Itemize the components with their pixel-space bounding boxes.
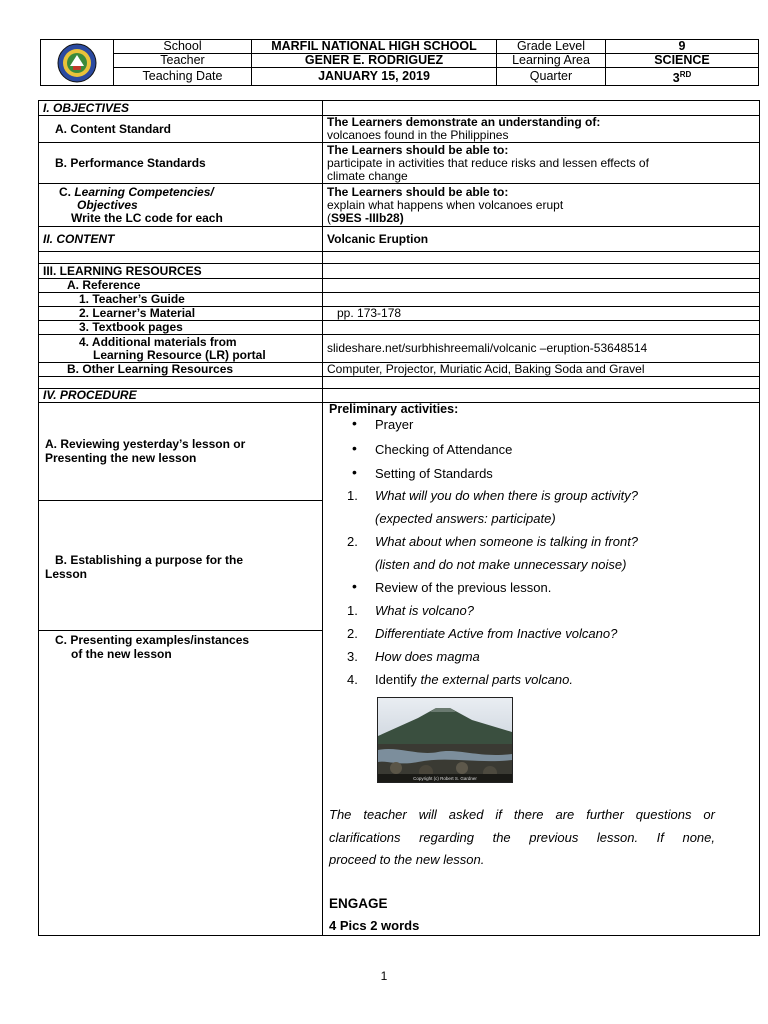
row-divider xyxy=(39,630,322,631)
competencies-line2: Objectives xyxy=(77,197,138,212)
header-table xyxy=(40,39,759,86)
bullet-icon: • xyxy=(352,464,357,480)
empty-cell xyxy=(323,377,760,389)
number-2: 2. xyxy=(347,626,358,641)
competencies-label xyxy=(39,184,323,227)
reference-label: A. Reference xyxy=(39,279,323,293)
quarter-suffix: RD xyxy=(679,70,692,79)
content-standard-label: A. Content Standard xyxy=(39,116,323,143)
bullet-icon: • xyxy=(352,415,357,431)
paragraph-line-1: The teacher will asked if there are further questions or xyxy=(329,807,715,822)
performance-standard-lead: The Learners should be able to: xyxy=(327,142,509,157)
row-divider xyxy=(39,500,322,501)
volcano-photo xyxy=(377,697,513,783)
objectives-heading: I. OBJECTIVES xyxy=(39,101,323,116)
bullet-attendance: Checking of Attendance xyxy=(375,442,513,457)
content-value: Volcanic Eruption xyxy=(323,227,760,252)
question-2-answer: (listen and do not make unnecessary noise) xyxy=(375,557,627,572)
school-value: MARFIL NATIONAL HIGH SCHOOL xyxy=(252,40,497,54)
number-4: 4. xyxy=(347,672,358,687)
competencies-code-open: ( xyxy=(327,210,331,225)
competencies-prefix: C. xyxy=(59,184,75,199)
teaching-date-value: JANUARY 15, 2019 xyxy=(252,68,497,86)
bullet-icon: • xyxy=(352,440,357,456)
competencies-lead: The Learners should be able to: xyxy=(327,184,509,199)
bullet-prayer: Prayer xyxy=(375,417,414,432)
paragraph-line-2: clarifications regarding the previous lesson. If none, xyxy=(329,830,715,845)
performance-standard-text-2: climate change xyxy=(327,168,408,183)
volcano-image-icon xyxy=(378,698,512,782)
empty-cell xyxy=(39,377,323,389)
quarter-label: Quarter xyxy=(497,68,606,86)
competencies-line3: Write the LC code for each xyxy=(71,210,223,225)
learning-area-label: Learning Area xyxy=(497,54,606,68)
other-resources-value: Computer, Projector, Muriatic Acid, Baking Soda and Gravel xyxy=(323,363,760,377)
additional-materials-value: slideshare.net/surbhishreemali/volcanic –eruption-53648514 xyxy=(323,335,760,363)
quarter-number: 3 xyxy=(672,71,680,86)
engage-subheading: 4 Pics 2 words xyxy=(329,918,420,933)
step-a-line-2: Presenting the new lesson xyxy=(45,451,197,465)
teacher-label: Teacher xyxy=(114,54,252,68)
procedure-content xyxy=(323,403,760,936)
page-number: 1 xyxy=(380,969,388,983)
performance-standard-text-1: participate in activities that reduce risks and lessen effects of xyxy=(327,155,649,170)
step-a-line-1: A. Reviewing yesterday’s lesson or xyxy=(45,437,246,451)
empty-cell xyxy=(323,279,760,293)
school-seal-icon xyxy=(57,43,97,83)
number-1: 1. xyxy=(347,488,358,503)
review-question-2: Differentiate Active from Inactive volcano? xyxy=(375,626,618,641)
performance-standard-label: B. Performance Standards xyxy=(39,143,323,184)
step-c-line-1: C. Presenting examples/instances xyxy=(55,633,250,647)
bullet-icon: • xyxy=(352,578,357,594)
competencies-text: explain what happens when volcanoes erupt xyxy=(327,197,564,212)
content-heading: II. CONTENT xyxy=(39,227,323,252)
textbook-label: 3. Textbook pages xyxy=(39,321,323,335)
school-seal xyxy=(41,40,114,86)
bullet-review: Review of the previous lesson. xyxy=(375,580,552,595)
resources-heading: III. LEARNING RESOURCES xyxy=(39,264,323,279)
review-question-4-italic: the external parts volcano. xyxy=(420,672,574,687)
procedure-heading: IV. PROCEDURE xyxy=(39,389,323,403)
learners-material-value: pp. 173-178 xyxy=(323,307,760,321)
learning-area-value: SCIENCE xyxy=(606,54,759,68)
empty-cell xyxy=(323,293,760,307)
competencies-italic: Learning Competencies/ xyxy=(74,184,214,199)
competencies-code: S9ES -IIIb28) xyxy=(331,210,404,225)
preliminary-heading: Preliminary activities: xyxy=(329,402,459,416)
procedure-steps xyxy=(39,403,323,936)
empty-cell xyxy=(323,321,760,335)
engage-heading: ENGAGE xyxy=(329,896,388,911)
content-standard-cell xyxy=(323,116,760,143)
content-standard-lead: The Learners demonstrate an understanding of: xyxy=(327,115,601,129)
quarter-value xyxy=(606,68,759,86)
question-2: What about when someone is talking in front? xyxy=(375,534,639,549)
lesson-plan-table xyxy=(38,100,760,936)
performance-standard-cell xyxy=(323,143,760,184)
review-question-4 xyxy=(375,673,573,686)
number-1: 1. xyxy=(347,603,358,618)
step-b-line-2: Lesson xyxy=(45,567,88,581)
question-1: What will you do when there is group activity? xyxy=(375,488,639,503)
grade-level-label: Grade Level xyxy=(497,40,606,54)
step-c-line-2: of the new lesson xyxy=(71,647,172,661)
content-standard-text: volcanoes found in the Philippines xyxy=(327,128,509,142)
review-question-3: How does magma xyxy=(375,649,480,664)
other-resources-label: B. Other Learning Resources xyxy=(39,363,323,377)
question-1-answer: (expected answers: participate) xyxy=(375,511,556,526)
grade-level-value: 9 xyxy=(606,40,759,54)
empty-cell xyxy=(323,101,760,116)
number-3: 3. xyxy=(347,649,358,664)
photo-caption: Copyright (c) Robert S. Gardner xyxy=(413,776,477,781)
school-label: School xyxy=(114,40,252,54)
paragraph-line-3: proceed to the new lesson. xyxy=(329,852,485,867)
review-question-1: What is volcano? xyxy=(375,603,474,618)
additional-line-2: Learning Resource (LR) portal xyxy=(93,347,266,362)
competencies-cell xyxy=(323,184,760,227)
empty-cell xyxy=(323,252,760,264)
number-2: 2. xyxy=(347,534,358,549)
step-b-line-1: B. Establishing a purpose for the xyxy=(55,553,244,567)
empty-cell xyxy=(323,264,760,279)
learners-material-label: 2. Learner’s Material xyxy=(39,307,323,321)
bullet-standards: Setting of Standards xyxy=(375,466,493,481)
teaching-date-label: Teaching Date xyxy=(114,68,252,86)
teachers-guide-label: 1. Teacher’s Guide xyxy=(39,293,323,307)
additional-line-1: 4. Additional materials from xyxy=(79,334,237,349)
additional-materials-label xyxy=(39,335,323,363)
teacher-value: GENER E. RODRIGUEZ xyxy=(252,54,497,68)
review-question-4-plain: Identify xyxy=(375,672,421,687)
empty-cell xyxy=(39,252,323,264)
empty-cell xyxy=(323,389,760,403)
